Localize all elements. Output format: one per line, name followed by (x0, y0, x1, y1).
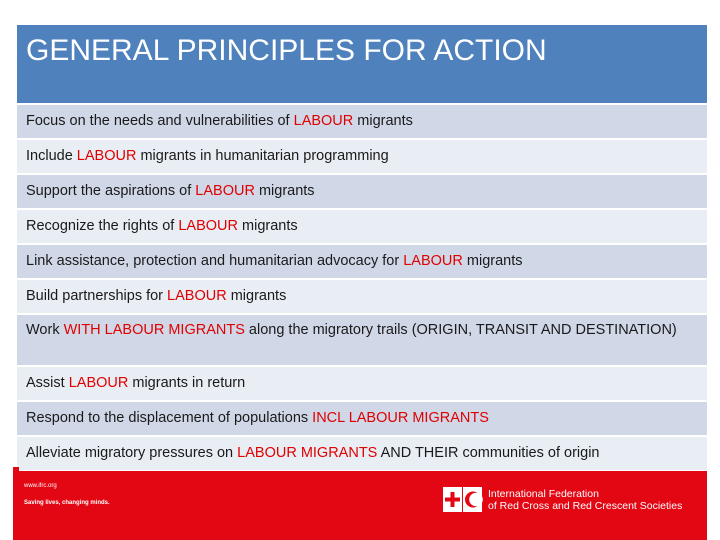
principle-text: along the migratory trails (ORIGIN, TRANSIT AND DESTINATION) (244, 322, 677, 338)
principle-text: Recognize the rights of (26, 218, 179, 234)
principle-text: Alleviate migratory pressures on (26, 445, 238, 461)
principle-highlight: LABOUR (293, 113, 354, 129)
principle-highlight: LABOUR (195, 183, 255, 199)
principle-highlight: WITH LABOUR MIGRANTS (63, 322, 245, 338)
principle-row-10 (17, 437, 707, 472)
principle-highlight: INCL LABOUR MIGRANTS (312, 410, 489, 426)
principle-text: Link assistance, protection and humanitarian advocacy for (26, 253, 404, 269)
principles-table (17, 25, 707, 472)
slide-title: GENERAL PRINCIPLES FOR ACTION (26, 34, 547, 67)
principle-row-7 (17, 315, 707, 367)
ifrc-logo (443, 487, 698, 515)
principle-row-2 (17, 140, 707, 175)
org-name (488, 488, 682, 512)
principle-row-9 (17, 402, 707, 437)
org-name-line-2: of Red Cross and Red Crescent Societies (488, 500, 683, 512)
principle-text: Build partnerships for (26, 288, 168, 304)
principle-text: Include (26, 148, 77, 164)
principle-row-1 (17, 105, 707, 140)
principle-row-5 (17, 245, 707, 280)
org-name-line-1: International Federation (488, 488, 599, 500)
red-cross-crescent-icon (443, 487, 483, 513)
footer-url[interactable]: www.ifrc.org (24, 483, 57, 489)
principle-highlight: LABOUR (403, 253, 463, 269)
principle-text: migrants in return (128, 375, 246, 391)
principle-text: migrants in humanitarian programming (136, 148, 389, 164)
title-header (17, 25, 707, 103)
principle-row-4 (17, 210, 707, 245)
principle-highlight: LABOUR (167, 288, 227, 304)
footer-bar (13, 471, 707, 540)
footer-notch (13, 467, 19, 471)
principle-text: migrants (226, 288, 287, 304)
principle-text: migrants (353, 113, 413, 129)
principle-text: Assist (26, 375, 69, 391)
principles-list (17, 103, 707, 472)
principle-highlight: LABOUR (178, 218, 238, 234)
principle-highlight: LABOUR (76, 148, 137, 164)
principle-text: migrants (254, 183, 315, 199)
principle-row-6 (17, 280, 707, 315)
principle-text: Focus on the needs and vulnerabilities of (26, 113, 294, 129)
footer-tagline: Saving lives, changing minds. (24, 500, 110, 506)
principle-text: Work (26, 322, 64, 338)
principle-row-8 (17, 367, 707, 402)
principle-highlight: LABOUR MIGRANTS (237, 445, 378, 461)
principle-text: AND THEIR communities of origin (377, 445, 600, 461)
principle-text: migrants (237, 218, 298, 234)
principle-text: migrants (462, 253, 523, 269)
principle-text: Support the aspirations of (26, 183, 196, 199)
principle-row-3 (17, 175, 707, 210)
principle-highlight: LABOUR (68, 375, 129, 391)
principle-text: Respond to the displacement of populations (26, 410, 313, 426)
